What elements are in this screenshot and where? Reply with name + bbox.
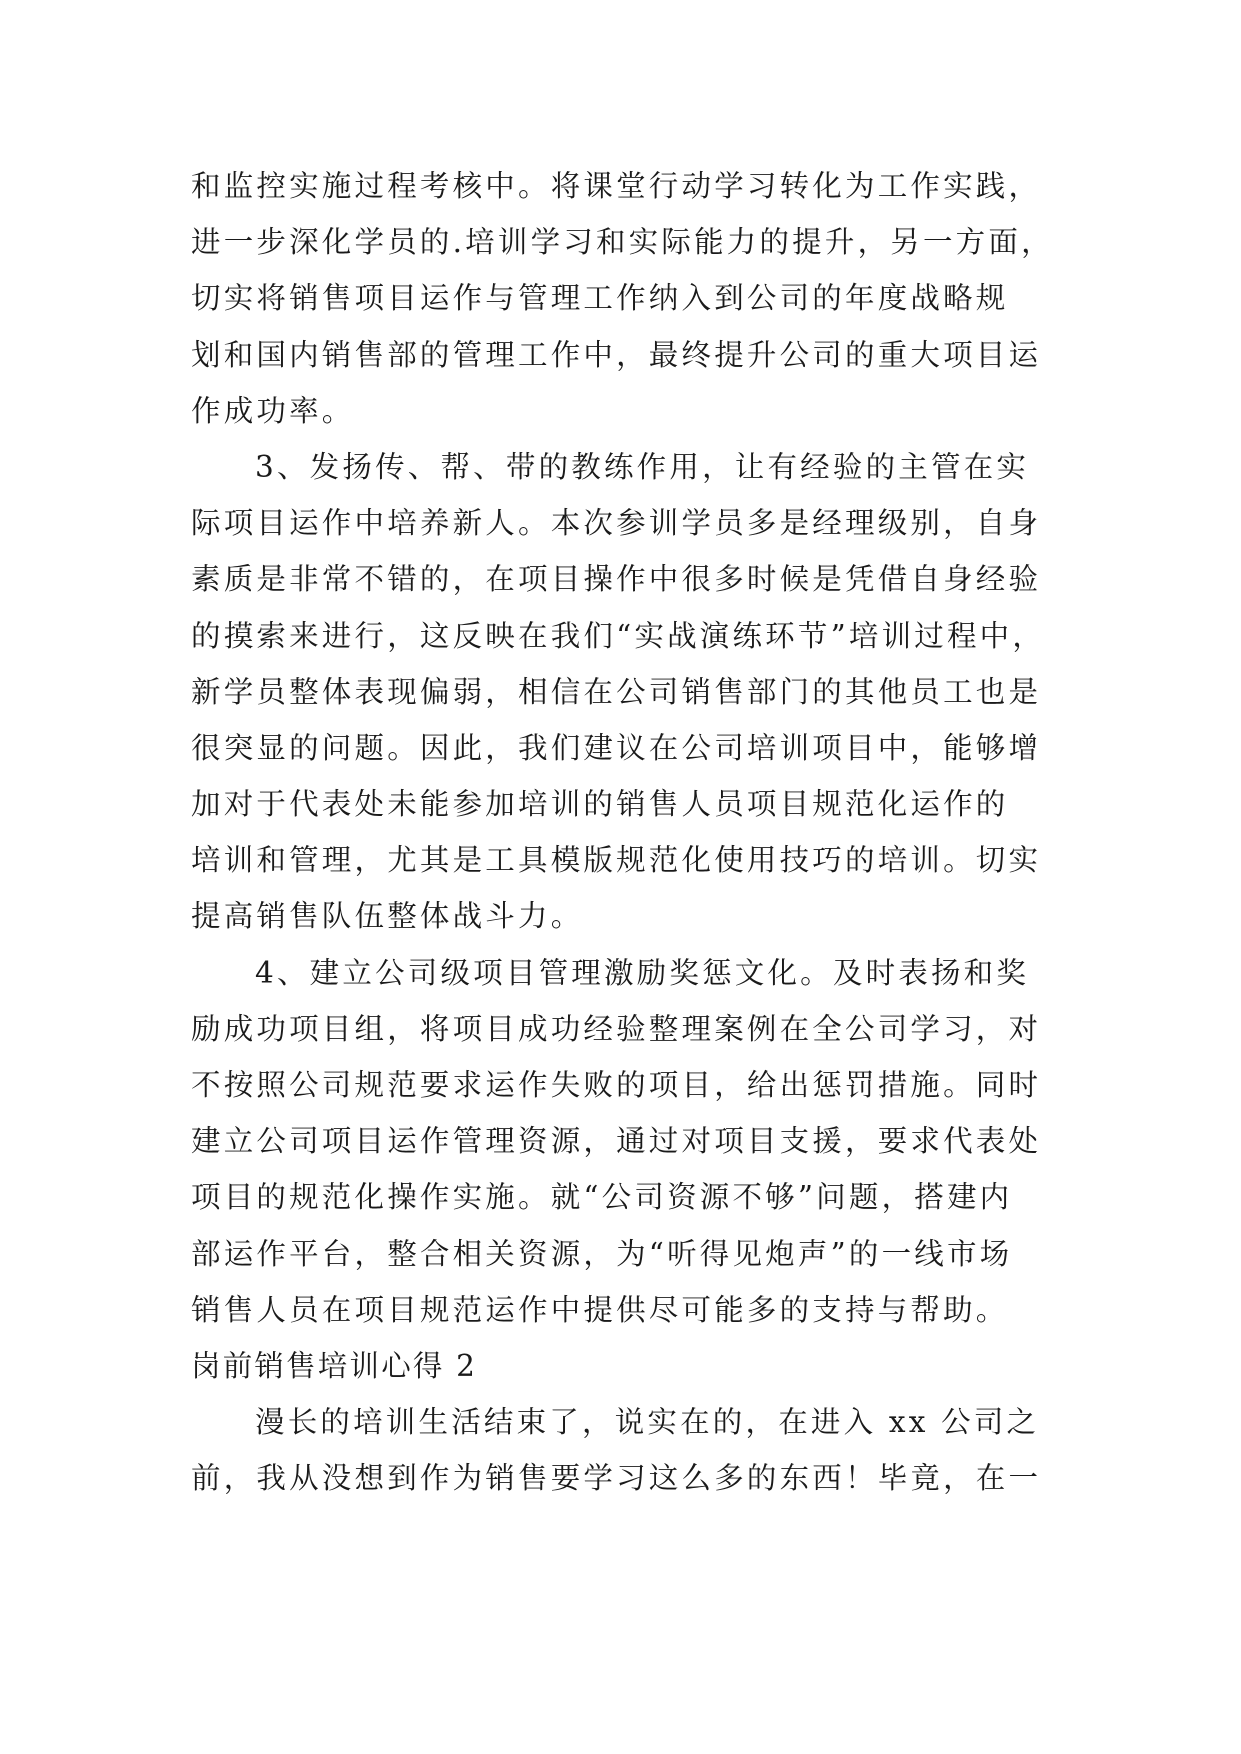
text-line: 项目的规范化操作实施。就“公司资源不够”问题，搭建内 (191, 1180, 1013, 1215)
text-line: 销售人员在项目规范运作中提供尽可能多的支持与帮助。 (191, 1292, 1009, 1327)
text-line: 建立公司项目运作管理资源，通过对项目支援，要求代表处 (191, 1124, 1042, 1159)
text-line: 励成功项目组，将项目成功经验整理案例在全公司学习，对 (191, 1011, 1042, 1046)
text-line: 培训和管理，尤其是工具模版规范化使用技巧的培训。切实 (191, 843, 1042, 878)
paragraph-start-line: 漫长的培训生活结束了，说实在的，在进入 xx 公司之 (255, 1405, 1040, 1440)
document-body (191, 158, 1081, 1507)
text-line: 和监控实施过程考核中。将课堂行动学习转化为工作实践， (191, 169, 1042, 203)
text-line: 素质是非常不错的，在项目操作中很多时候是凭借自身经验 (191, 562, 1042, 597)
text-line: 进一步深化学员的.培训学习和实际能力的提升，另一方面， (191, 225, 1054, 260)
text-line: 作成功率。 (191, 393, 355, 428)
text-line: 的摸索来进行，这反映在我们“实战演练环节”培训过程中， (191, 618, 1046, 653)
text-line: 切实将销售项目运作与管理工作纳入到公司的年度战略规 (191, 281, 1009, 316)
text-line: 加对于代表处未能参加培训的销售人员项目规范化运作的 (191, 787, 1009, 822)
text-line: 提高销售队伍整体战斗力。 (191, 899, 584, 934)
text-line: 部运作平台，整合相关资源，为“听得见炮声”的一线市场 (191, 1236, 1013, 1271)
text-line: 新学员整体表现偏弱，相信在公司销售部门的其他员工也是 (191, 674, 1042, 709)
paragraph-start-line: 3、发扬传、帮、带的教练作用，让有经验的主管在实 (255, 449, 1030, 484)
text-line: 际项目运作中培养新人。本次参训学员多是经理级别，自身 (191, 506, 1042, 541)
paragraph-start-line: 4、建立公司级项目管理激励奖惩文化。及时表扬和奖 (255, 955, 1030, 990)
text-line: 不按照公司规范要求运作失败的项目，给出惩罚措施。同时 (191, 1068, 1042, 1102)
text-line: 很突显的问题。因此，我们建议在公司培训项目中，能够增 (191, 730, 1042, 765)
section-heading: 岗前销售培训心得 2 (191, 1348, 478, 1383)
text-line: 前，我从没想到作为销售要学习这么多的东西！毕竟，在一 (191, 1461, 1042, 1496)
text-line: 划和国内销售部的管理工作中，最终提升公司的重大项目运 (191, 337, 1042, 372)
